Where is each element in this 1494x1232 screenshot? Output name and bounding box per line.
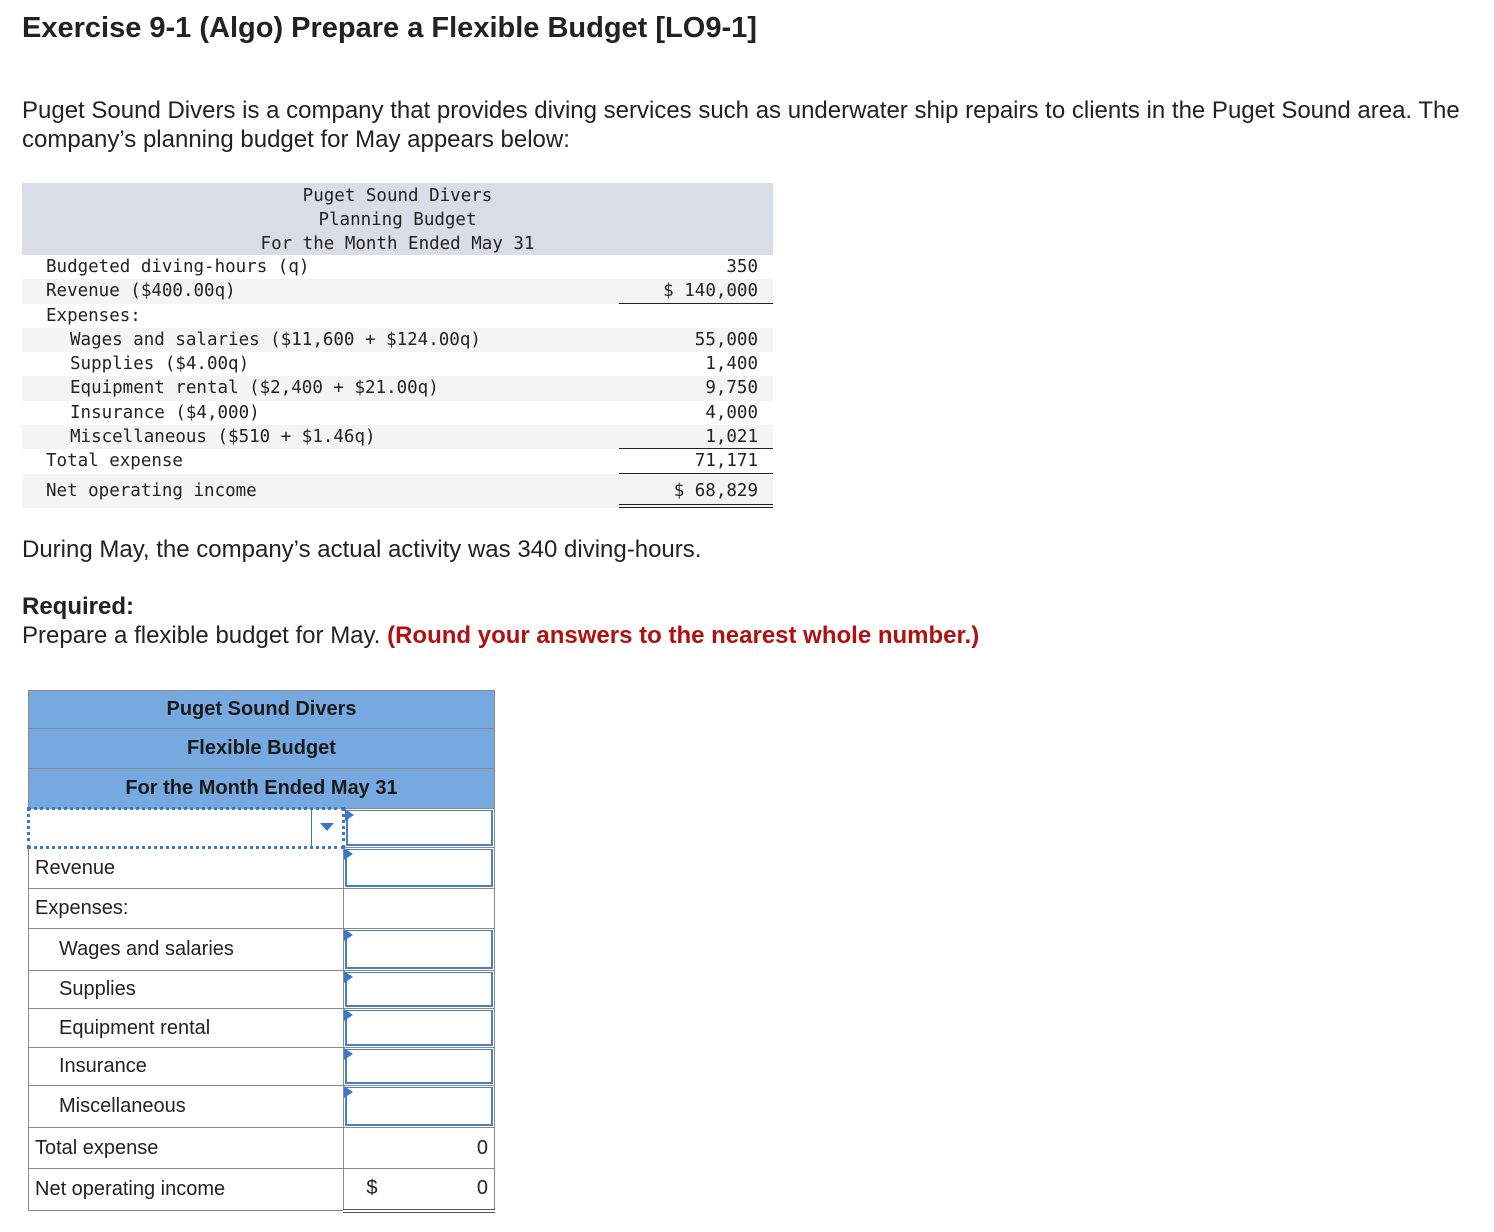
table-row	[22, 376, 773, 400]
equipment-rental-input[interactable]	[344, 1009, 495, 1048]
revenue-input[interactable]	[344, 848, 495, 889]
net-operating-income-amount: 0	[476, 1177, 488, 1200]
supplies-input[interactable]	[344, 971, 495, 1009]
row-label: Revenue ($400.00q)	[46, 281, 236, 302]
intro-text: Puget Sound Divers is a company that provides diving services such as underwater ship repairs to clients in the Puget Sound area. The company’s planning budget for May appears below:	[22, 97, 1460, 153]
required-label: Required:	[22, 593, 135, 620]
total-expense-label: Total expense	[29, 1128, 344, 1169]
input-marker-icon	[345, 809, 354, 821]
row-value: 1,400	[705, 354, 758, 375]
planning-budget-table	[22, 183, 773, 508]
total-expense-amount: 0	[476, 1136, 488, 1159]
table-row	[22, 401, 773, 425]
expenses-label: Expenses:	[29, 889, 344, 929]
required-text: Prepare a flexible budget for May.	[22, 622, 381, 649]
input-marker-icon	[344, 1086, 353, 1098]
total-expense-value	[344, 1128, 495, 1169]
row-label: Miscellaneous ($510 + $1.46q)	[70, 427, 376, 448]
input-marker-icon	[344, 848, 353, 860]
miscellaneous-label: Miscellaneous	[29, 1086, 344, 1128]
row-value: 9,750	[705, 378, 758, 399]
insurance-input[interactable]	[344, 1048, 495, 1086]
net-operating-income-label: Net operating income	[29, 1169, 344, 1211]
input-marker-icon	[344, 1009, 353, 1021]
miscellaneous-input[interactable]	[344, 1086, 495, 1128]
equipment-rental-label: Equipment rental	[29, 1009, 344, 1048]
currency-symbol: $	[366, 1177, 378, 1200]
row-label: Expenses:	[46, 305, 141, 326]
chevron-down-icon[interactable]	[311, 810, 342, 846]
budget-period: For the Month Ended May 31	[260, 234, 535, 254]
table-row	[22, 352, 773, 376]
budget-title: Planning Budget	[318, 210, 477, 230]
row-label: Budgeted diving-hours (q)	[46, 257, 310, 277]
row-value: 55,000	[694, 329, 758, 350]
actual-activity-text: During May, the company’s actual activity was 340 diving-hours.	[22, 536, 702, 563]
company-name: Puget Sound Divers	[302, 186, 493, 206]
table-row	[22, 474, 773, 508]
input-marker-icon	[344, 971, 353, 983]
supplies-label: Supplies	[29, 971, 344, 1009]
row-label: Net operating income	[46, 480, 257, 501]
table-row	[22, 304, 773, 328]
row-label: Equipment rental ($2,400 + $21.00q)	[70, 378, 439, 399]
row-value: 71,171	[619, 449, 773, 473]
budget-title: Flexible Budget	[29, 729, 495, 769]
budget-period: For the Month Ended May 31	[29, 769, 495, 809]
revenue-label: Revenue	[29, 848, 344, 889]
row-value: 1,021	[619, 425, 773, 449]
activity-input[interactable]	[344, 809, 495, 848]
input-marker-icon	[344, 1048, 353, 1060]
row-value: 4,000	[705, 402, 758, 423]
activity-dropdown[interactable]	[29, 809, 344, 848]
planning-budget-header	[22, 183, 773, 255]
flexible-budget-table	[27, 690, 495, 1213]
row-value: $ 68,829	[619, 474, 773, 508]
page-title: Exercise 9-1 (Algo) Prepare a Flexible Budget [LO9-1]	[22, 12, 757, 44]
wages-label: Wages and salaries	[29, 929, 344, 971]
row-label: Supplies ($4.00q)	[70, 354, 250, 375]
wages-input[interactable]	[344, 929, 495, 971]
insurance-label: Insurance	[29, 1048, 344, 1086]
table-row	[22, 255, 773, 279]
table-row	[22, 279, 773, 303]
row-label: Wages and salaries ($11,600 + $124.00q)	[70, 329, 481, 350]
rounding-note: (Round your answers to the nearest whole number.)	[387, 622, 980, 649]
row-value	[619, 304, 773, 328]
row-value: 350	[726, 257, 758, 277]
table-row	[22, 328, 773, 352]
table-row	[22, 449, 773, 473]
required-section	[22, 592, 979, 650]
row-value: $ 140,000	[619, 279, 773, 303]
row-label: Total expense	[46, 451, 183, 472]
empty-cell	[344, 889, 495, 929]
input-marker-icon	[344, 929, 353, 941]
company-name: Puget Sound Divers	[29, 691, 495, 729]
table-row	[22, 425, 773, 449]
net-operating-income-value	[344, 1169, 495, 1211]
row-label: Insurance ($4,000)	[70, 402, 260, 423]
